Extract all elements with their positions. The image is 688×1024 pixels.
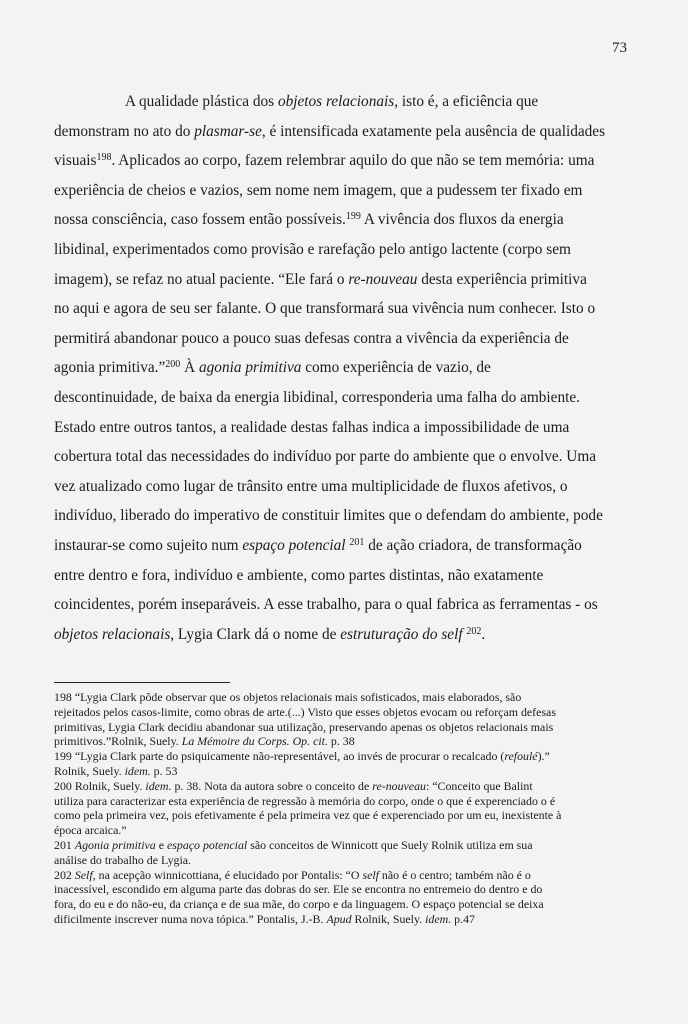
footnote-line [54,779,586,794]
footnote-divider [54,682,230,683]
footnote-number: 202 [54,867,72,882]
italic-text: espaço potencial [166,837,248,852]
text-run: Rolnik, Suely. [351,911,426,926]
body-line [54,561,586,591]
text-run: instaurar-se como sujeito num [54,536,243,554]
text-run: vez atualizado como lugar de trânsito entre uma multiplicidade de fluxos afetivos, o [54,477,568,495]
text-run: coincidentes, porém inseparáveis. A esse trabalho, para o qual fabrica as ferramentas - os [54,596,598,614]
body-line [54,87,586,117]
text-run: de ação criadora, de transformação [364,536,582,554]
footnote-number: 199 [54,749,72,764]
text-run: fora, do eu e do não-eu, da criança e de sua mãe, do corpo e da linguagem. O espaço potencial se deixa [54,897,544,912]
text-run: experiência de cheios e vazios, sem nome nem imagem, que a pudessem ter fixado em [54,181,583,199]
footnote-number: 198 [54,690,72,704]
text-run: são conceitos de Winnicott que Suely Rolnik utiliza em sua [247,837,533,852]
text-run: e [155,837,167,852]
body-line [54,176,586,206]
text-run: desta experiência primitiva [417,270,587,288]
italic-text: objetos relacionais [277,93,395,110]
text-run: primitivos.”Rolnik, Suely. [54,734,182,749]
italic-text: agonia primitiva [199,359,302,377]
text-run: p. 38. Nota da autora sobre o conceito de [171,778,373,793]
body-line [54,501,603,531]
italic-text: idem. [425,911,452,926]
footnote-line [54,764,586,779]
text-run: nossa consciência, caso fossem então possíveis. [54,211,346,229]
italic-text: estruturação do self [340,625,463,643]
body-line [54,235,586,265]
body-line [54,265,586,295]
text-run: , isto é, a eficiência que [394,93,539,110]
text-run: A vivência dos fluxos da energia [360,211,564,229]
footnote-line [54,882,586,897]
text-run: “Lygia Clark parte do psiquicamente não-representável, ao invés de procurar o recalcado ( [71,749,505,764]
italic-text: espaço potencial [242,536,346,554]
body-line [54,590,598,620]
text-run: não é o centro; também não é o [378,867,531,882]
body-line [54,442,597,472]
footnote-reference: 202 [466,625,482,637]
italic-text: Agonia primitiva [74,837,156,852]
body-line [54,294,596,324]
footnote-line [54,734,586,749]
text-run: no aqui e agora de seu ser falante. O que transformará sua vivência num conhecer. Isto o [54,300,596,318]
italic-text: Self [74,867,93,882]
body-line [54,324,586,354]
footnote-reference: 200 [165,359,181,371]
italic-text: plasmar-se [194,122,262,140]
text-run: “Lygia Clark pôde observar que os objetos relacionais mais sofisticados, mais elaborados, são [71,690,522,704]
text-run: visuais [54,152,97,170]
footnote-number: 200 [54,778,72,793]
footnote-line [54,808,586,823]
body-line [54,205,586,235]
footnote-line [54,853,586,868]
text-run: , Lygia Clark dá o nome de [170,625,341,643]
footnote-line [54,912,586,927]
italic-text: idem. [124,763,151,778]
body-text [54,87,606,649]
text-run: primitivas, Lygia Clark decidiu abandonar sua utilização, preservando apenas os objetos relacionais mais [54,719,554,734]
text-run: análise do trabalho de Lygia. [54,852,192,867]
italic-text: Apud [326,911,352,926]
text-run: rejeitados pelos casos-limite, como obras de arte.(...) Visto que esses objetos evocam ou reforçam defesas [54,704,556,719]
text-run: imagem), se refaz no atual paciente. “Ele fará o [54,270,349,288]
text-run: utiliza para caracterizar esta experiência de regressão à memória do corpo, onde o que é experenciado o é [54,793,556,808]
text-run: cobertura total das necessidades do indivíduo por parte do ambiente que o envolve. Uma [54,448,597,466]
text-run: indivíduo, liberado do imperativo de constituir limites que o defendam do ambiente, pode [54,507,603,525]
text-run: como pela primeira vez, pois efetivamente é pela primeira vez que é experenciado por um eu, inexistente à [54,808,562,823]
text-run: como experiência de vazio, de [301,359,491,377]
body-line [54,620,586,650]
italic-text: re-nouveau [372,778,426,793]
footnote-line [54,838,586,853]
text-run: entre dentro e fora, indivíduo e ambiente, como partes distintas, não exatamente [54,566,544,584]
text-run: inacessível, escondido em alguma parte das dobras do ser. Ele se encontra no entremeio do dentro e do [54,882,543,897]
text-run: libidinal, experimentados como provisão e rarefação pelo antigo lactente (corpo sem [54,240,571,258]
page-number: 73 [612,40,627,56]
footnote-reference: 201 [349,536,365,548]
body-line [54,472,586,502]
text-run: p. 53 [150,763,178,778]
text-run: Rolnik, Suely. [71,778,146,793]
footnote-number: 201 [54,837,72,852]
body-line [54,383,586,413]
italic-text: re-nouveau [348,270,418,288]
body-line [54,146,595,176]
text-run: . [481,625,486,643]
footnotes [54,690,586,927]
text-run: : “Conceito que Balint [425,778,533,793]
body-line [54,413,586,443]
text-run: Rolnik, Suely. [54,763,125,778]
text-run: Estado entre outros tantos, a realidade destas falhas indica a impossibilidade de uma [54,418,570,436]
text-run: demonstram no ato do [54,122,195,140]
footnote-reference: 199 [345,211,361,223]
footnote-line [54,794,586,809]
text-run: . Aplicados ao corpo, fazem relembrar aquilo do que não se tem memória: uma [111,152,595,170]
text-run: permitirá abandonar pouco a pouco suas defesas contra a vivência da experiência de [54,329,569,347]
italic-text: objetos relacionais [54,625,171,643]
text-run: p. 38 [327,734,355,749]
italic-text: idem. [145,778,172,793]
body-line [54,117,606,147]
text-run: época arcaica.” [54,823,127,838]
footnote-line [54,749,586,764]
footnote-line [54,897,586,912]
italic-text: self [362,867,379,882]
text-run: dificilmente inscrever numa nova tópica.” Pontalis, J.-B. [54,911,327,926]
footnote-line [54,705,586,720]
text-run: agonia primitiva.” [54,359,166,377]
text-run: A qualidade plástica dos [125,93,278,110]
body-line [54,531,586,561]
footnote-reference: 198 [96,152,112,164]
footnote-line [54,690,586,705]
text-run: À [180,359,199,377]
text-run: , é intensificada exatamente pela ausência de qualidades [261,122,606,140]
footnote-line [54,868,586,883]
text-run: , na acepção winnicottiana, é elucidado por Pontalis: “O [92,867,363,882]
footnote-line [54,720,586,735]
italic-text: refoulé [504,749,538,764]
text-run: p.47 [451,911,475,926]
body-line [54,353,586,383]
text-run: descontinuidade, de baixa da energia libidinal, corresponderia uma falha do ambiente. [54,388,580,406]
footnote-line [54,823,586,838]
text-run: ).” [537,749,550,764]
italic-text: La Mémoire du Corps. Op. cit. [181,734,328,749]
